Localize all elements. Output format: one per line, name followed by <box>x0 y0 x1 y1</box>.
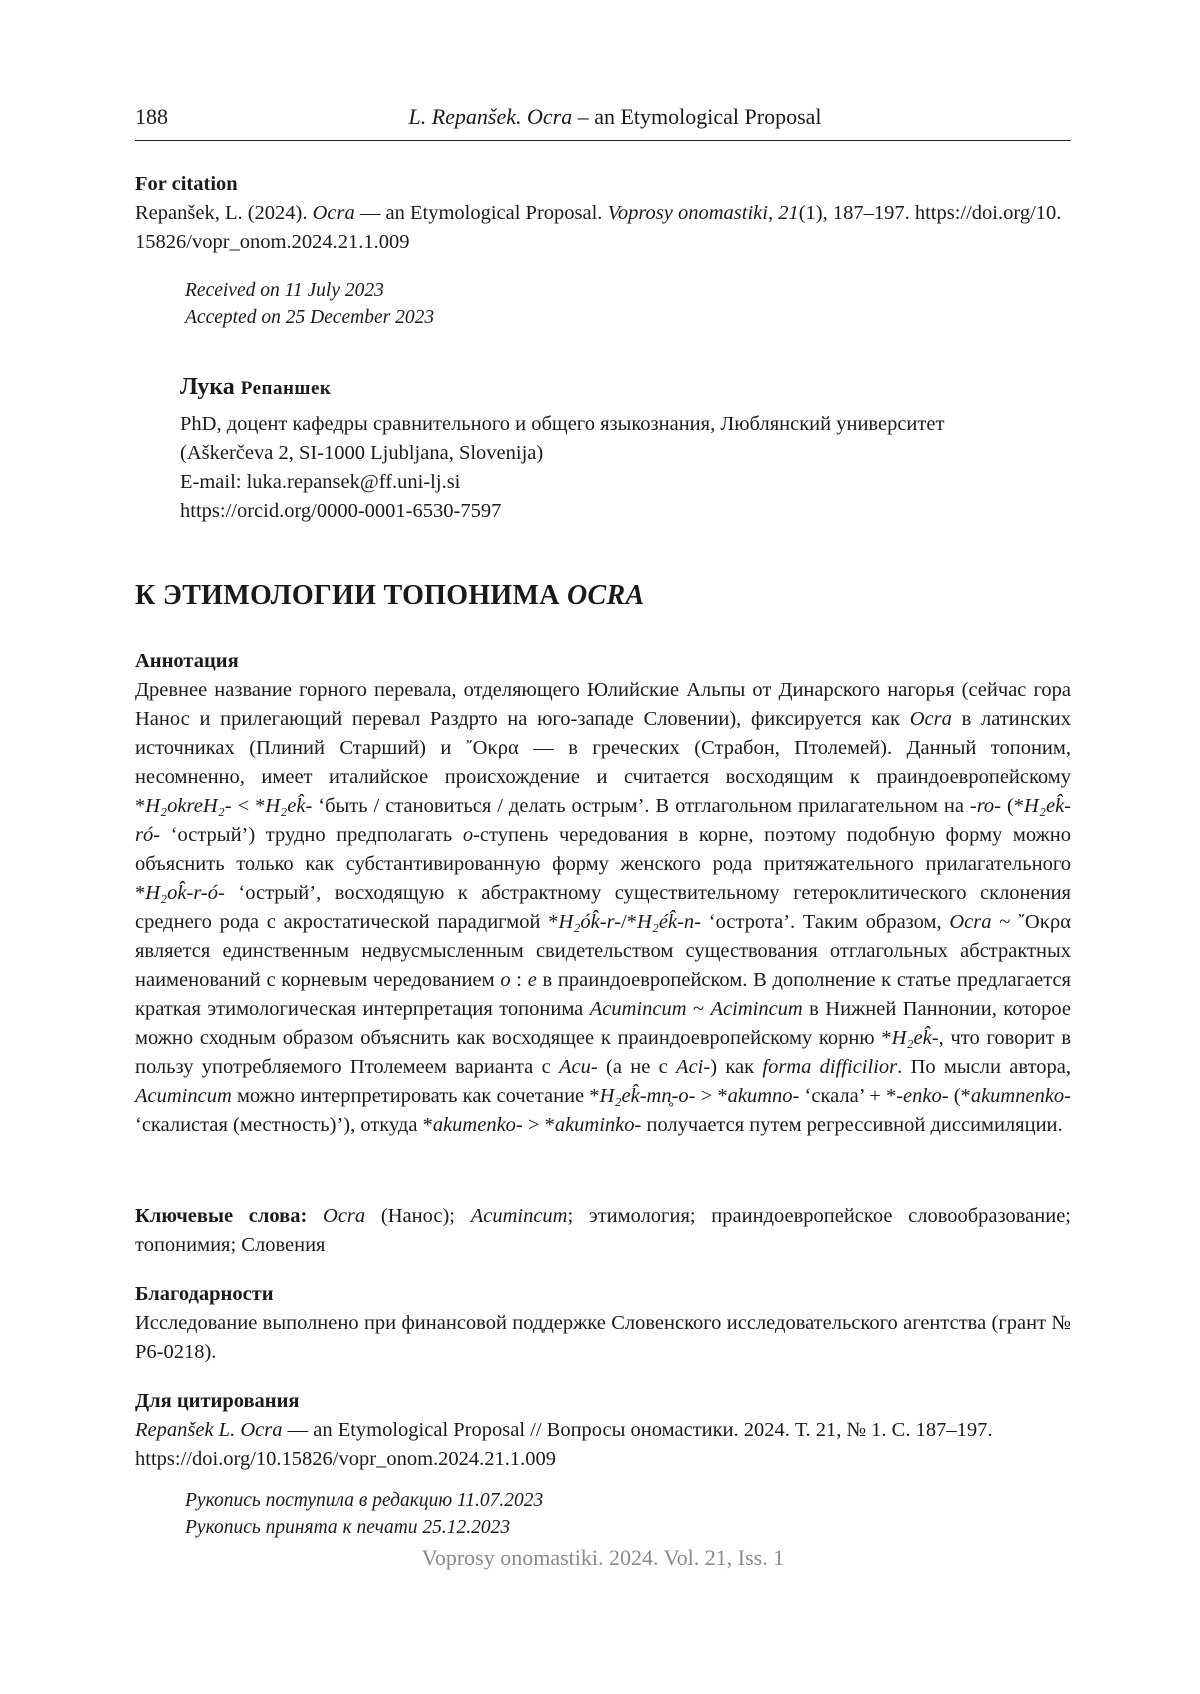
author-info <box>180 410 1071 526</box>
acknowledgements-heading: Благодарности <box>135 1283 274 1305</box>
keywords-label: Ключевые слова: <box>135 1205 308 1227</box>
for-citation-text: Repanšek, L. (2024). Ocra — an Etymological Proposal. Voprosy onomastiki, 21(1), 187–197. https://doi.org/10.15826/vopr_onom.2024.21.1.009 <box>135 202 1062 253</box>
annotation-text: Древнее название горного перевала, отделяющего Юлийские Альпы от Динарского нагорья (сейчас гора Нанос и прилегающий перевал Раздрто на юго-западе Словении), фиксируется как Ocra в латинских источниках (Плиний Старший) и ῎Οκρα — в греческих (Страбон, Птолемей). Данный топоним, несомненно, имеет италийское происхождение и считается восходящим к праиндоевропейскому *H₂okreH₂- < *H₂ek̂- ‘быть / становиться / делать острым’. В отглагольном прилагательном на -ro- (*H₂ek̂-ró- ‘острый’) трудно предполагать o-ступень чередования в корне, поэтому подобную форму можно объяснить только как субстантивированную форму женского рода притяжательного прилагательного *H₂ok̂-r-ó- ‘острый’, восходящую к абстрактному существительному гетероклитического склонения среднего рода с акростатической парадигмой *H₂ók̂-r-/*H₂ék̂-n- ‘острота’. Таким образом, Ocra ~ ῎Οκρα является единственным недвусмысленным свидетельством существования отглагольных абстрактных наименований с корневым чередованием o : e в праиндоевропейском. В дополнение к статье предлагается краткая этимологическая интерпретация топонима Acumincum ~ Acimincum в Нижней Паннонии, которое можно сходным образом объяснить как восходящее к праиндоевропейскому корню *H₂ek̂-, что говорит в пользу употребляемого Птолемеем варианта с Acu- (а не с Aci-) как forma difficilior. По мысли автора, Acumincum можно интерпретировать как сочетание *H₂ek̂-mn̥-o- > *akumno- ‘скала’ + *-enko- (*akumnenko- ‘скалистая (местность)’), откуда *akumenko- > *akuminko- получается путем регрессивной диссимиляции. <box>135 679 1072 1136</box>
accepted-date: Accepted on 25 December 2023 <box>185 307 435 328</box>
running-title <box>135 104 1071 130</box>
dates-en <box>185 277 434 331</box>
article-title: К ЭТИМОЛОГИИ ТОПОНИМА OCRA <box>135 580 645 611</box>
page-number: 188 <box>135 104 168 129</box>
running-title-word: Ocra <box>527 104 573 129</box>
accepted-date-ru: Рукопись принята к печати 25.12.2023 <box>185 1517 511 1538</box>
author-email[interactable]: E-mail: luka.repansek@ff.uni-lj.si <box>180 471 461 493</box>
running-title-author: L. Repanšek. <box>408 104 522 129</box>
received-date-ru: Рукопись поступила в редакцию 11.07.2023 <box>185 1490 544 1511</box>
annotation-heading: Аннотация <box>135 650 239 672</box>
author-orcid[interactable]: https://orcid.org/0000-0001-6530-7597 <box>180 500 502 522</box>
citation-ru-text: Repanšek L. Ocra — an Etymological Proposal // Вопросы ономастики. 2024. Т. 21, № 1. С. 187–197. https://doi.org/10.15826/vopr_onom.2024.21.1.009 <box>135 1419 993 1470</box>
acknowledgements-text: Исследование выполнено при финансовой поддержке Словенского исследовательского агентства (грант № P6-0218). <box>135 1312 1071 1363</box>
dates-ru <box>185 1487 543 1541</box>
citation-ru-heading: Для цитирования <box>135 1390 300 1412</box>
author-address: (Aškerčeva 2, SI-1000 Ljubljana, Slovenija) <box>180 442 544 464</box>
author-name: Лука Репаншек <box>180 374 332 400</box>
received-date: Received on 11 July 2023 <box>185 280 384 301</box>
author-affiliation: PhD, доцент кафедры сравнительного и общего языкознания, Люблянский университет <box>180 413 945 435</box>
for-citation-heading: For citation <box>135 173 238 195</box>
journal-footer: Voprosy onomastiki. 2024. Vol. 21, Iss. 1 <box>421 1545 785 1570</box>
keywords: Ключевые слова: Ocra (Нанос); Acumincum; этимология; праиндоевропейское словообразование; топонимия; Словения <box>135 1205 1072 1256</box>
running-title-rest: – an Etymological Proposal <box>572 104 822 129</box>
running-header <box>135 100 1071 141</box>
